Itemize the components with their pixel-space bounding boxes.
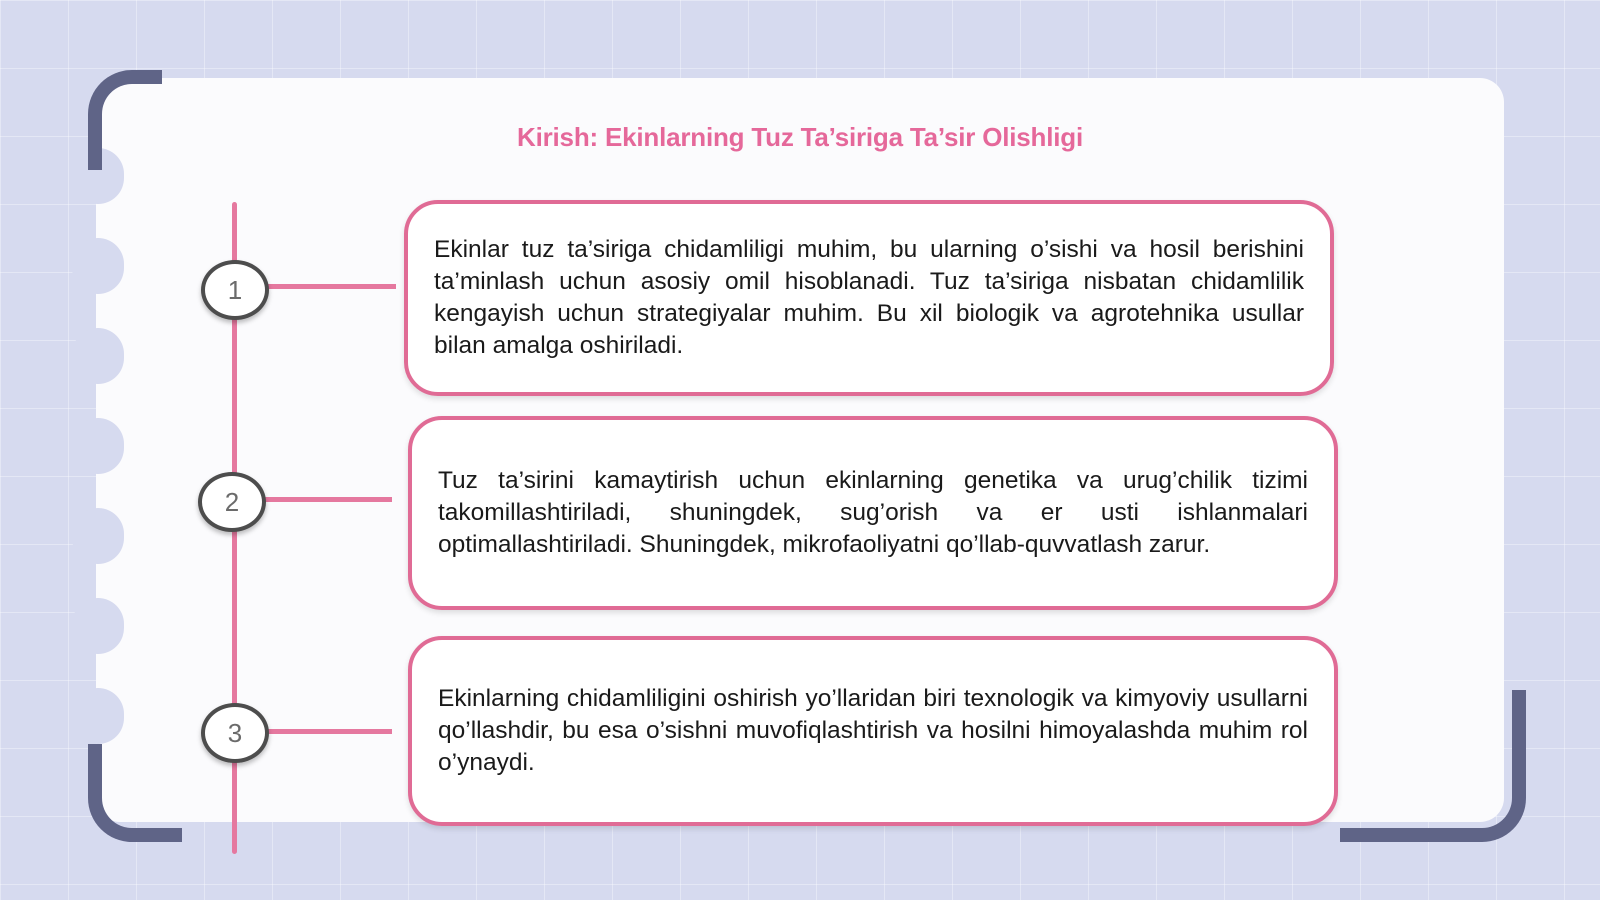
step-2-marker: 2: [198, 472, 266, 532]
step-1-box: [404, 200, 1334, 396]
corner-bracket-bottom-left: [88, 744, 182, 842]
step-2-connector: [262, 497, 392, 502]
step-1-marker: 1: [201, 260, 269, 320]
corner-bracket-top-left: [88, 70, 162, 170]
slide-title: Kirish: Ekinlarning Tuz Ta’siriga Ta’sir Olishligi: [517, 122, 1083, 152]
card-notch: [72, 328, 124, 384]
card-notch: [72, 508, 124, 564]
step-3-box: [408, 636, 1338, 826]
step-3-marker: 3: [201, 703, 269, 763]
step-2-text: Tuz ta’sirini kamaytirish uchun ekinlarning genetika va urug’chilik tizimi takomillashtiriladi, shuningdek, sug’orish va er usti ishlanmalari optimallashtiriladi. Shuningdek, mikrofaoliyatni qo’llab-quvvatlash zarur.: [438, 467, 1308, 558]
step-1-connector: [262, 284, 396, 289]
card-notch: [72, 598, 124, 654]
step-3-connector: [262, 729, 392, 734]
step-2-box: [408, 416, 1338, 610]
step-3-text: Ekinlarning chidamliligini oshirish yo’llaridan biri texnologik va kimyoviy usullarni qo’llashdir, bu esa o’sishni muvofiqlashtirish va hosilni himoyalashda muhim rol o’ynaydi.: [438, 685, 1308, 776]
card-notch: [72, 688, 124, 744]
card-notch: [72, 418, 124, 474]
corner-bracket-bottom-right: [1340, 690, 1526, 842]
step-1-text: Ekinlar tuz ta’siriga chidamliligi muhim, bu ularning o’sishi va hosil berishini ta’minlash uchun asosiy omil hisoblanadi. Tuz ta’siriga nisbatan chidamlilik kengayish uchun strategiyalar muhim. Bu xil biologik va agrotehnika usullar bilan amalga oshiriladi.: [434, 236, 1304, 359]
card-notch: [72, 238, 124, 294]
